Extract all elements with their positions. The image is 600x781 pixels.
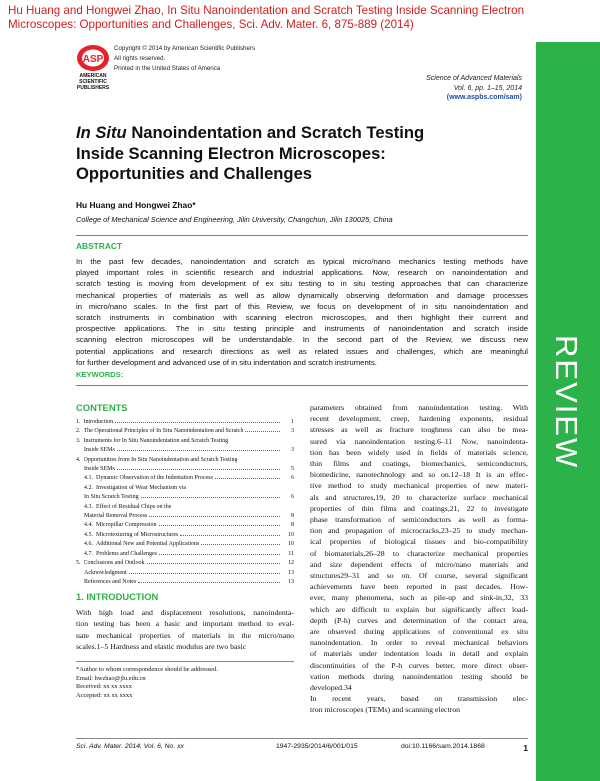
toc-page: 1 <box>291 419 294 425</box>
toc-title: Conclusions and Outlook <box>83 560 145 567</box>
toc-entry[interactable] <box>76 512 294 521</box>
toc-number: 4.2. <box>84 484 93 491</box>
toc-number: 4.1. <box>84 475 93 482</box>
body-line: sured via nanoindentation testing.6–11 Now, nanoindenta- <box>310 436 528 446</box>
body-line: discontinuities of the P-h curves better, more direct obser- <box>310 660 528 670</box>
toc-leader <box>159 525 281 526</box>
toc-title: Inside SEMs <box>84 447 115 454</box>
toc-page: 6 <box>291 475 294 482</box>
abstract-top-rule <box>76 235 528 236</box>
abstract-line: scanning electron microscopes will be understandable. In the second part of the Review, we discuss new <box>76 335 528 345</box>
toc-entry[interactable] <box>76 540 294 549</box>
toc-number: 4.4. <box>84 522 93 529</box>
toc-number: 4.3. <box>84 503 93 510</box>
toc-title: Micropillar Compression <box>96 522 157 529</box>
toc-number: 1. <box>76 419 81 425</box>
body-line: ever, many phenomena, such as pile-up and sink-in,32, 33 <box>310 593 528 603</box>
page-number: 1 <box>523 743 528 753</box>
toc-page: 10 <box>288 541 294 548</box>
toc-page: 13 <box>288 578 294 585</box>
svg-text:SCIENTIFIC: SCIENTIFIC <box>79 79 107 85</box>
toc-page: 8 <box>291 522 294 529</box>
page-footer <box>76 743 528 753</box>
toc-entry[interactable] <box>76 521 294 530</box>
toc-page: 12 <box>288 560 294 567</box>
toc-leader <box>201 544 280 545</box>
journal-url-link[interactable]: (www.aspbs.com/sam) <box>446 94 522 101</box>
toc-leader <box>115 422 280 423</box>
intro-line: uate mechanical properties of materials in the micro/nano <box>76 630 294 640</box>
toc-title: In Situ Scratch Testing <box>84 494 139 501</box>
body-line: tron microscopes (TEMs) and scanning electron <box>310 705 461 715</box>
body-line: thin films and coatings, biomechanics, semiconductors, <box>310 459 528 469</box>
keywords-label: KEYWORDS: <box>76 370 124 379</box>
toc-title: The Operational Principles of In Situ Nanoindentation and Scratch <box>83 428 244 435</box>
intro-line: scales.1–5 Hardness and elastic modulus are two basic <box>76 642 247 652</box>
footer-issn: 1947-2935/2014/6/001/015 <box>276 743 358 750</box>
side-band-edge <box>536 42 537 781</box>
body-line: biomedicine, nanotechnology and so on.12–18 It is an effec- <box>310 470 528 480</box>
body-line: which are difficult to explain but significantly affect load- <box>310 604 528 614</box>
toc-page: 11 <box>288 550 294 557</box>
toc-title: Material Removal Process <box>84 513 148 520</box>
toc-entry[interactable] <box>76 484 294 493</box>
toc-entry[interactable] <box>76 493 294 502</box>
toc-entry[interactable] <box>76 418 294 427</box>
abstract-body <box>76 256 528 368</box>
received-date: Received: xx xx xxxx <box>76 683 132 691</box>
intro-line: tion testing has been a basic and important method to eval- <box>76 619 294 629</box>
footer-doi: doi:10.1166/sam.2014.1868 <box>401 743 485 750</box>
toc-leader <box>215 478 280 479</box>
title-line-2: Inside Scanning Electron Microscopes: <box>76 143 386 163</box>
body-line: properties of thin films and coatings,21, 22 to investigate <box>310 503 528 513</box>
body-line: recent development, creep, hardening exponents, residual <box>310 414 528 424</box>
copyright-line: Copyright © 2014 by American Scientific Publishers <box>114 45 256 52</box>
toc-title: Dynamic Observation of the Indentation Process <box>96 475 213 482</box>
toc-entry[interactable] <box>76 437 294 446</box>
body-line: tive method to study mechanical properties of new materi- <box>310 481 528 491</box>
toc-leader <box>117 469 280 470</box>
body-line: are observed during applications of conventional ex situ <box>310 627 528 637</box>
abstract-line: in micro/nano scales. In the first part of this Review, we focus on development of in situ nanoindentation and <box>76 301 528 311</box>
body-line: tion has been widely used in fields of materials science, <box>310 447 528 457</box>
toc-leader <box>117 450 280 451</box>
abstract-line: In the past few decades, nanoindentation and scratch as typical micro/nano mechanics testing methods have <box>76 257 528 266</box>
toc-number: 4.7. <box>84 550 93 557</box>
toc-title: Microtexturing of Microstructures <box>96 531 179 538</box>
body-line: tion and propagation of microcracks,23–25 to study mechan- <box>310 526 528 536</box>
toc-title: Opportunities from In Situ Nanoindentation and Scratch Testing <box>83 456 238 463</box>
body-line: structures29–31 and so on. Of course, several significant <box>310 571 528 581</box>
svg-text:PUBLISHERS: PUBLISHERS <box>76 85 110 91</box>
abstract-bottom-rule <box>76 385 528 386</box>
body-line: of biomaterials,26–28 to characterize mechanical properties <box>310 548 528 558</box>
footer-rule <box>76 738 528 739</box>
toc-entry[interactable] <box>76 569 294 578</box>
toc-page: 10 <box>288 531 294 538</box>
toc-entry[interactable] <box>76 456 294 465</box>
side-band-top-gap <box>537 0 600 42</box>
publisher-logo <box>76 44 110 92</box>
abstract-line: played important roles in scientific research and industrial applications. Now, research on nanoindentation and <box>76 268 528 278</box>
accepted-date: Accepted: xx xx xxxx <box>76 691 133 699</box>
review-label <box>548 333 588 513</box>
toc-number: 5. <box>76 560 81 567</box>
body-line: achievements have been reported in past decades. How- <box>310 582 528 592</box>
toc-leader <box>180 535 280 536</box>
body-line: parameters obtained from nanoindentation testing. With <box>310 403 528 412</box>
toc-entry[interactable] <box>76 531 294 540</box>
section-heading: 1. INTRODUCTION <box>76 591 159 602</box>
citation-header <box>8 4 528 32</box>
toc-entry[interactable] <box>76 578 294 587</box>
copyright-block <box>114 44 255 74</box>
toc-title: References and Notes <box>84 578 137 585</box>
footnote-rule <box>76 661 294 662</box>
body-line: phase transformation of semiconductors as well as forma- <box>310 515 528 525</box>
toc-number: 3. <box>76 437 81 444</box>
body-line: of materials under indentation loads in detail and explain <box>310 649 528 659</box>
toc-title: Additional New and Potential Applications <box>96 541 200 548</box>
toc-entry[interactable] <box>76 559 294 568</box>
toc-title: Instruments for In Situ Nanoindentation and Scratch Testing <box>83 437 229 444</box>
citation-line-2: Microscopes: Opportunities and Challenges, Sci. Adv. Mater. 6, 875-889 (2014) <box>8 18 414 31</box>
journal-volume: Vol. 6, pp. 1–15, 2014 <box>453 84 522 92</box>
body-line: als and structures,19, 20 to characterize surface mechanical <box>310 492 528 502</box>
body-line: vation methods during nanoindentation testing should be <box>310 671 528 681</box>
body-line: In recent years, based on transmission elec- <box>310 694 528 704</box>
abstract-line: scratch testing is moving from development of ex situ testing to in situ testing approaches that can characterize <box>76 279 528 289</box>
body-line: ical properties of biological tissues and bio-compatibility <box>310 537 528 547</box>
review-label-text: REVIEW <box>549 335 584 470</box>
toc-entry[interactable] <box>76 474 294 483</box>
toc-number: 4.6. <box>84 541 93 548</box>
abstract-line: mechanical properties of materials as well as allow dynamically observing deformation and damage processes <box>76 290 528 300</box>
asp-logo-icon <box>76 44 110 92</box>
affiliation: College of Mechanical Science and Engineering, Jilin University, Changchun, Jilin 130025, China <box>76 215 393 224</box>
body-line: developed.34 <box>310 683 352 693</box>
right-column-text <box>310 402 528 716</box>
toc-number: 4.5. <box>84 531 93 538</box>
title-line-3: Opportunities and Challenges <box>76 164 313 183</box>
corresponding-author-note: *Author to whom correspondence should be addressed. <box>76 666 218 673</box>
toc-title: Introduction <box>83 419 114 425</box>
toc-leader <box>138 582 280 583</box>
toc-entry[interactable] <box>76 503 294 512</box>
title-line-1: Nanoindentation and Scratch Testing <box>126 123 425 142</box>
toc-entry[interactable] <box>76 427 294 436</box>
toc-leader <box>159 554 280 555</box>
toc-page: 5 <box>291 466 294 473</box>
toc-leader <box>147 563 281 564</box>
contents-heading: CONTENTS <box>76 402 128 413</box>
toc-number: 2. <box>76 428 81 435</box>
body-line: and size dependent effects of micro/nano materials and <box>310 559 528 569</box>
footer-journal: Sci. Adv. Mater. 2014, Vol. 6, No. xx <box>76 743 184 750</box>
toc-page: 3 <box>291 447 294 454</box>
toc-number: 4. <box>76 456 81 463</box>
journal-name: Science of Advanced Materials <box>426 75 522 82</box>
citation-line-1: Hu Huang and Hongwei Zhao, In Situ Nanoindentation and Scratch Testing Inside Scanning Electron <box>8 4 525 17</box>
footnote <box>76 666 294 700</box>
authors: Hu Huang and Hongwei Zhao* <box>76 200 196 210</box>
toc-title: Effect of Residual Chips on the <box>96 503 172 510</box>
body-line: depth (P-h) curves and determination of the contact area, <box>310 615 528 625</box>
review-label-svg <box>548 333 588 513</box>
svg-text:ASP: ASP <box>82 54 104 65</box>
svg-text:AMERICAN: AMERICAN <box>79 73 107 79</box>
paper-title <box>76 123 526 185</box>
toc-leader <box>129 573 280 574</box>
toc-entry[interactable] <box>76 465 294 474</box>
toc-page: 13 <box>288 569 294 576</box>
toc-leader <box>141 497 280 498</box>
abstract-line: prospective applications. The in situ testing principle and instruments of nanoindentation and scratch inside <box>76 324 528 334</box>
journal-info <box>426 74 522 103</box>
toc-leader <box>149 516 280 517</box>
toc-title: Inside SEMs <box>84 466 115 473</box>
toc-leader <box>245 431 280 432</box>
intro-line: With high load and displacement resolutions, nanoindenta- <box>76 608 294 617</box>
rights-line: All rights reserved. <box>114 55 166 62</box>
title-italic: In Situ <box>76 123 127 142</box>
toc-title: Investigation of Wear Mechanism via <box>96 484 187 491</box>
toc-page: 3 <box>291 428 294 435</box>
toc-page: 8 <box>291 513 294 520</box>
toc-title: Acknowledgment <box>84 569 127 576</box>
printed-line: Printed in the United States of America <box>114 65 221 72</box>
introduction-text <box>76 607 294 653</box>
toc-entry[interactable] <box>76 446 294 455</box>
body-line: stresses as well as fracture toughness can also be mea- <box>310 425 528 435</box>
toc-title: Problems and Challenges <box>96 550 157 557</box>
toc-entry[interactable] <box>76 550 294 559</box>
abstract-line: for further development and advanced use of in situ indentation and scratch instruments. <box>76 357 377 367</box>
abstract-line: potential applications and research directions as well as related issues and challenges, which are meaningful <box>76 346 528 356</box>
body-line: nanoindentation. In order to reveal mechanical behaviors <box>310 638 528 648</box>
table-of-contents <box>76 418 294 587</box>
author-email: Email: hwzhao@jlu.edu.cn <box>76 674 146 682</box>
abstract-line: scratch instruments in combination with scanning electron microscopes, and then highlight their current and <box>76 313 528 323</box>
toc-page: 6 <box>291 494 294 501</box>
abstract-heading: ABSTRACT <box>76 241 123 251</box>
